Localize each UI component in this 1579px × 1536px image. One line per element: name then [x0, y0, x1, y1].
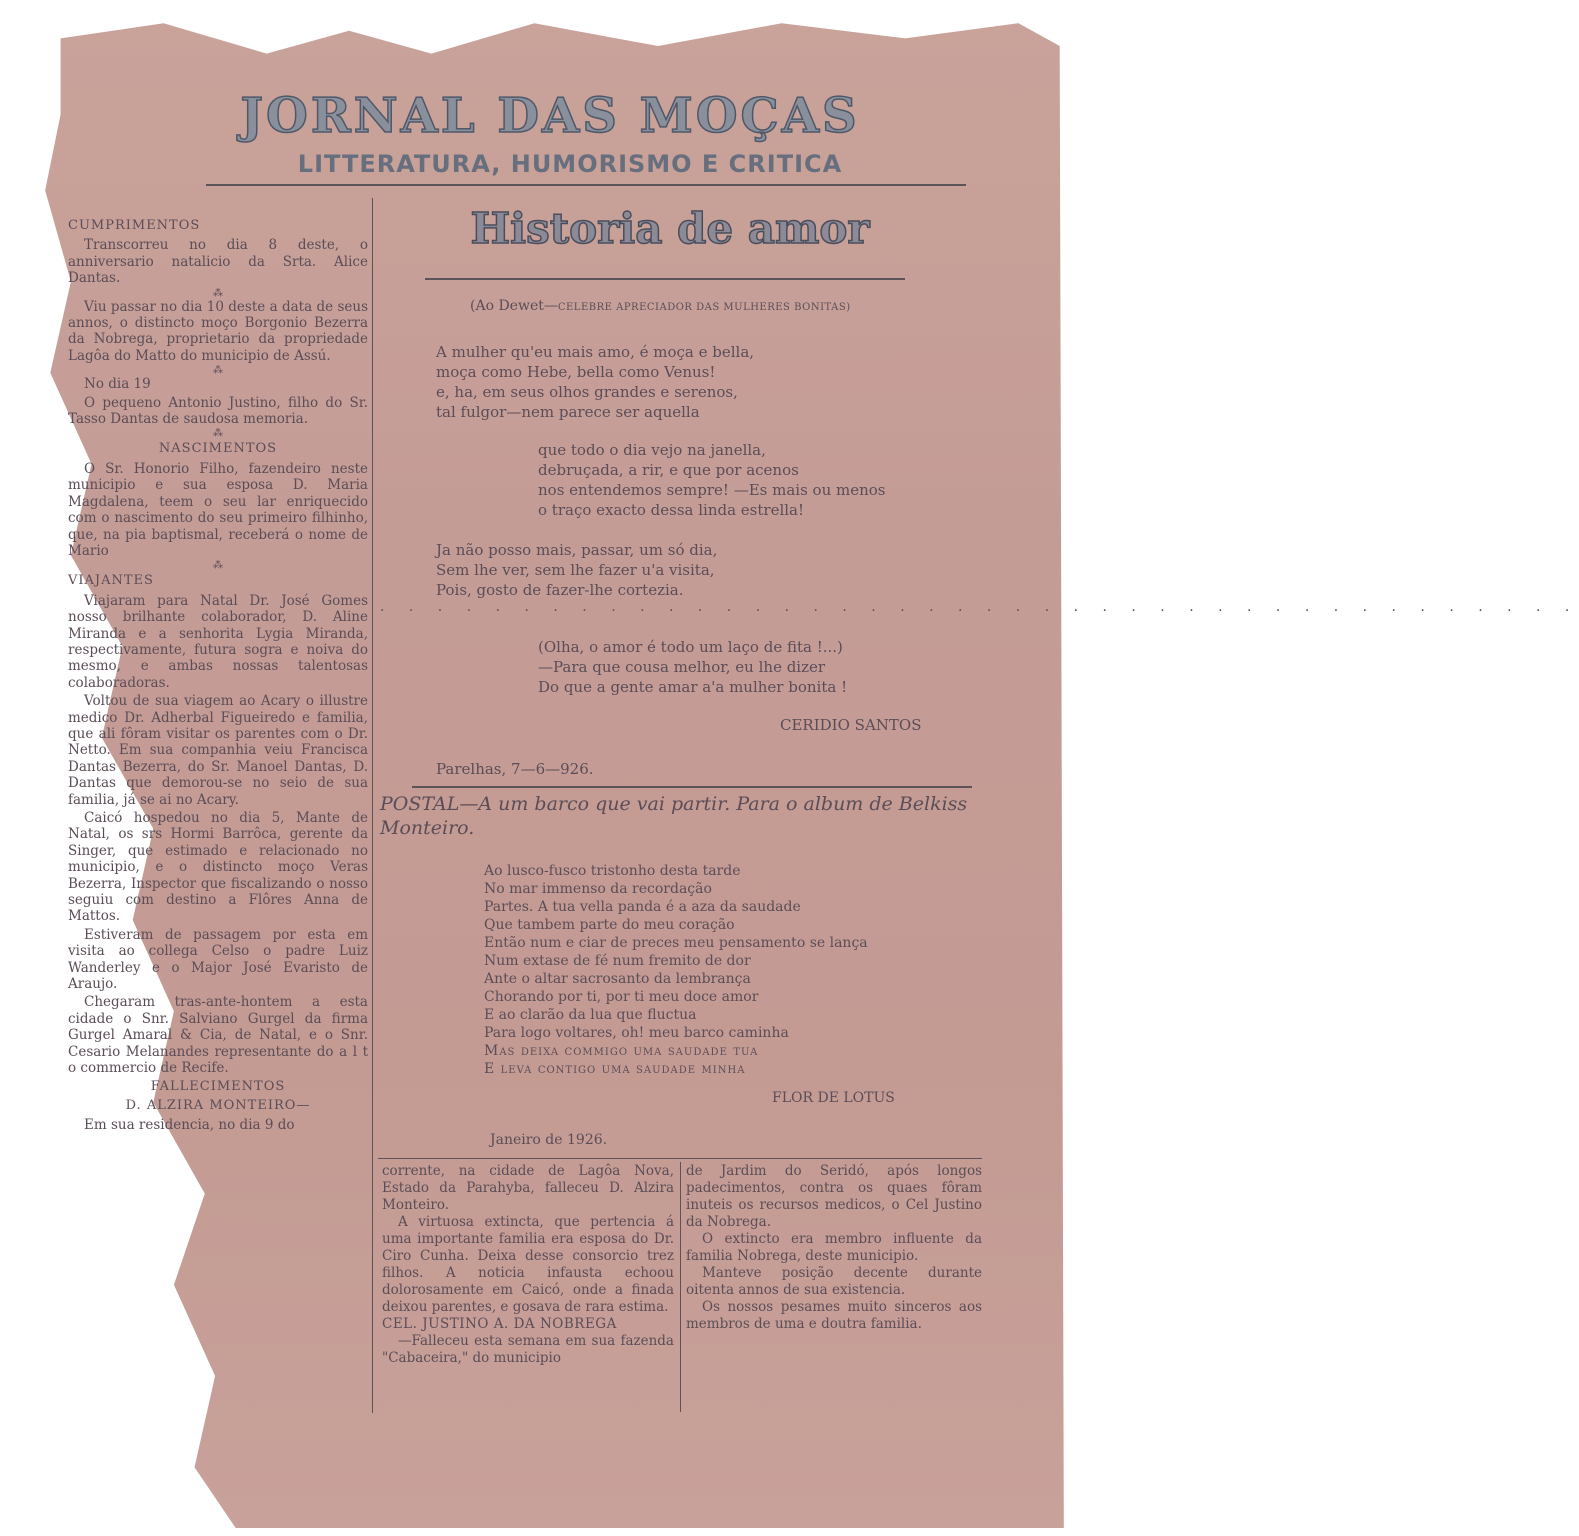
- column-divider: [372, 198, 373, 1413]
- asterism: ⁂: [213, 365, 223, 377]
- masthead-title: JORNAL DAS MOÇAS: [240, 88, 860, 144]
- news-item: Caicó hospedou no dia 5, Mante de Natal, os srs Hormi Barrôca, gerente da Singer, que estimado e relacionado no municipio, e o distincto moço Veras Bezerra, Inspector que fiscalizando o nosso seguiu com destino a Flôres Anna de Mattos.: [68, 810, 368, 925]
- obituary-text: de Jardim do Seridó, após longos padecimentos, contra os quaes fôram inuteis os recursos medicos, o Cel Justino da Nobrega.: [686, 1163, 982, 1230]
- story-title: Historia de amor: [470, 204, 870, 253]
- news-item: Voltou de sua viagem ao Acary o illustre medico Dr. Adherbal Figueiredo e familia, que ali fôram visitar os parentes com o Dr. Netto. Em sua companhia veiu Francisca Dantas Bezerra, do Sr. Manoel Dantas, D. Dantas que demorou-se no seio de sua familia, já se ai no Acary.: [68, 693, 368, 808]
- verse-line: Então num e ciar de preces meu pensamento se lança: [484, 935, 868, 951]
- asterism: ⁂: [213, 560, 223, 572]
- verse-line: Sem lhe ver, sem lhe fazer u'a visita,: [436, 561, 715, 579]
- obituary-text: O extincto era membro influente da familia Nobrega, deste municipio.: [686, 1231, 982, 1264]
- column-divider: [680, 1162, 681, 1412]
- verse-line: Ja não posso mais, passar, um só dia,: [436, 541, 718, 559]
- verse-line: A mulher qu'eu mais amo, é moça e bella,: [436, 343, 755, 361]
- verse-line: Para logo voltares, oh! meu barco caminha: [484, 1025, 789, 1041]
- news-item: Estiveram de passagem por esta em visita ao collega Celso o padre Luiz Wanderley e o Major José Evaristo de Araujo.: [68, 926, 368, 993]
- stanza-1: [436, 342, 754, 422]
- verse-line: (Olha, o amor é todo um laço de fita !...): [538, 638, 843, 656]
- verse-line: tal fulgor—nem parece ser aquella: [436, 403, 700, 421]
- stanza-3: [436, 540, 717, 600]
- news-item: Em sua residencia, no dia 9 do: [84, 1117, 295, 1134]
- verse-line: E leva contigo uma saudade minha: [484, 1061, 746, 1077]
- verse-line: debruçada, a rir, e que por acenos: [538, 461, 799, 479]
- section-rule: [412, 786, 972, 788]
- verse-line: —Para que cousa melhor, eu lhe dizer: [538, 658, 826, 676]
- dedication-rest: CELEBRE APRECIADOR DAS MULHERES BONITAS): [557, 302, 851, 313]
- section-heading-cumprimentos: CUMPRIMENTOS: [68, 218, 201, 233]
- obituary-text: Manteve posição decente durante oitenta annos de sua existencia.: [686, 1265, 982, 1298]
- verse-line: Que tambem parte do meu coração: [484, 917, 735, 933]
- news-item: Transcorreu no dia 8 deste, o anniversario natalicio da Srta. Alice Dantas.: [68, 237, 368, 287]
- obituary-name: CEL. JUSTINO A. DA NOBREGA: [382, 1316, 617, 1332]
- story-dateline: Parelhas, 7—6—926.: [436, 760, 594, 778]
- news-item: Chegaram tras-ante-hontem a esta cidade o Snr. Salviano Gurgel da firma Gurgel Amaral & Cia, de Natal, e o Snr. Cesario Melanandes representante do a l t o commercio de Recife.: [68, 994, 368, 1077]
- obituary-column-1: [382, 1163, 674, 1367]
- asterism: ⁂: [213, 287, 223, 299]
- asterism: ⁂: [213, 428, 223, 440]
- news-item: No dia 19: [84, 376, 151, 393]
- obituary-text: Os nossos pesames muito sinceros aos membros de uma e doutra familia.: [686, 1299, 982, 1332]
- verse-line: E ao clarão da lua que fluctua: [484, 1007, 697, 1023]
- verse-line: Num extase de fé num fremito de dor: [484, 953, 751, 969]
- dotted-separator: · · · · · · · · · · · · · · · · · · · · · · · · · · · · · · · · · · · · · · · · · ·: [380, 603, 1579, 619]
- verse-line: e, ha, em seus olhos grandes e serenos,: [436, 383, 738, 401]
- left-column: [68, 216, 368, 1136]
- obituary-column-2: [686, 1163, 982, 1333]
- obituary-text: corrente, na cidade de Lagôa Nova, Estado da Parahyba, falleceu D. Alzira Monteiro.: [382, 1163, 674, 1213]
- story-author: CERIDIO SANTOS: [780, 716, 922, 734]
- verse-line: nos entendemos sempre! —Es mais ou menos: [538, 481, 886, 499]
- postal-author: FLOR DE LOTUS: [772, 1090, 895, 1106]
- section-rule: [378, 1158, 982, 1159]
- section-heading-viajantes: VIAJANTES: [68, 573, 154, 589]
- verse-line: Ante o altar sacrosanto da lembrança: [484, 971, 751, 987]
- verse-line: o traço exacto dessa linda estrella!: [538, 501, 805, 519]
- obituary-name: D. ALZIRA MONTEIRO—: [125, 1097, 311, 1113]
- masthead-subtitle: LITTERATURA, HUMORISMO E CRITICA: [297, 150, 843, 178]
- verse-line: Partes. A tua vella panda é a aza da saudade: [484, 899, 801, 915]
- section-heading-nascimentos: NASCIMENTOS: [158, 441, 278, 457]
- dedication: [470, 298, 950, 314]
- verse-line: Mas deixa commigo uma saudade tua: [484, 1043, 759, 1059]
- verse-line: Do que a gente amar a'a mulher bonita !: [538, 678, 848, 696]
- obituary-text: —Falleceu esta semana em sua fazenda "Cabaceira," do municipio: [382, 1333, 674, 1366]
- verse-line: Ao lusco-fusco tristonho desta tarde: [484, 863, 741, 879]
- dedication-prefix: (Ao Dewet—: [470, 298, 558, 314]
- postal-heading: POSTAL—A um barco que vai partir. Para o album de Belkiss Monteiro.: [380, 793, 968, 839]
- postal-poem: [484, 862, 868, 1078]
- news-item: O pequeno Antonio Justino, filho do Sr. Tasso Dantas de saudosa memoria.: [68, 394, 368, 428]
- verse-line: Pois, gosto de fazer-lhe cortezia.: [436, 581, 684, 599]
- postal-dateline: Janeiro de 1926.: [490, 1132, 608, 1148]
- news-item: Viu passar no dia 10 deste a data de seus annos, o distincto moço Borgonio Bezerra da Nobrega, proprietario da propriedade Lagôa do Matto do municipio de Assú.: [68, 298, 368, 364]
- section-heading-fallecimentos: FALLECIMENTOS: [150, 1078, 286, 1094]
- news-item: Viajaram para Natal Dr. José Gomes nosso brilhante colaborador, D. Aline Miranda e a senhorita Lygia Miranda, respectivamente, futura sogra e noiva do mesmo, e ambas nossas talentosas colaboradoras.: [68, 592, 368, 691]
- news-item: O Sr. Honorio Filho, fazendeiro neste municipio e sua esposa D. Maria Magdalena, teem o seu lar enriquecido com o nascimento do seu primeiro filhinho, que, na pia baptismal, receberá o nome de Mario: [68, 460, 368, 559]
- obituary-text: A virtuosa extincta, que pertencia á uma importante familia era esposa do Dr. Ciro Cunha. Deixa desse consorcio trez filhos. A noticia infausta echoou dolorosamente em Caicó, onde a finada deixou parentes, e gosava de rara estima.: [382, 1214, 674, 1315]
- title-rule: [425, 278, 905, 280]
- verse-line: Chorando por ti, por ti meu doce amor: [484, 989, 759, 1005]
- verse-line: moça como Hebe, bella como Venus!: [436, 363, 716, 381]
- verse-line: No mar immenso da recordação: [484, 881, 712, 897]
- masthead-rule: [206, 184, 966, 186]
- stanza-4: [538, 637, 847, 697]
- verse-line: que todo o dia vejo na janella,: [538, 441, 766, 459]
- stanza-2: [538, 440, 886, 520]
